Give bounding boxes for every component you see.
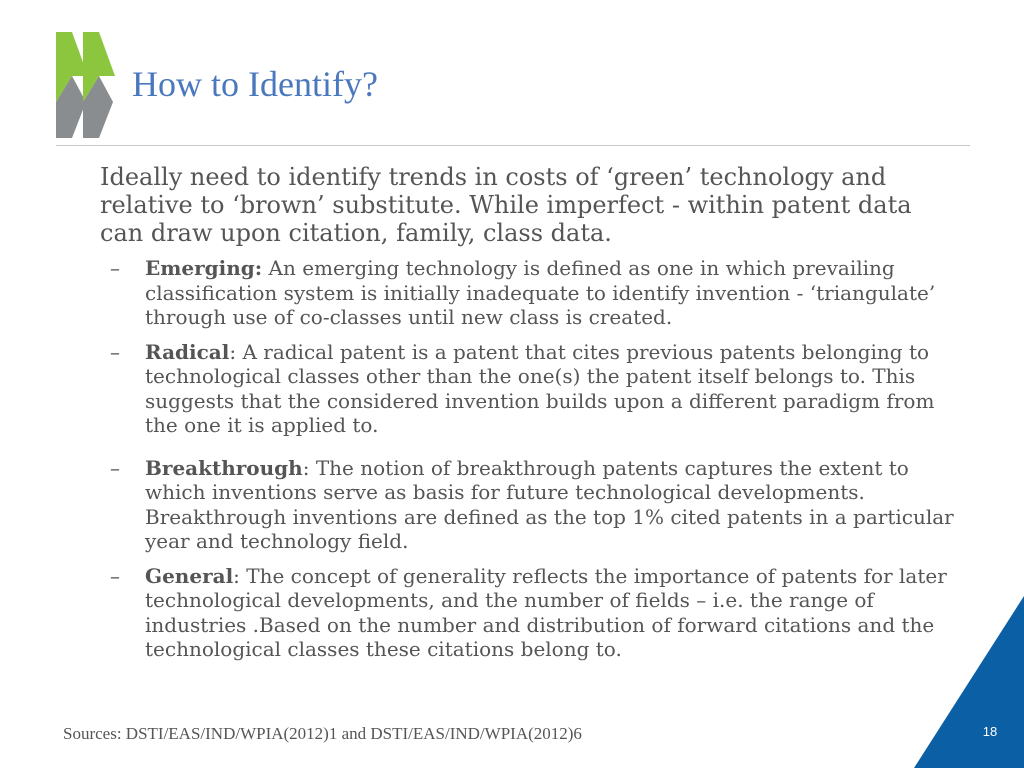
bullet-breakthrough <box>110 456 970 554</box>
bullet-dash: – <box>110 563 120 588</box>
page-number: 18 <box>982 724 998 739</box>
title-divider <box>56 145 970 146</box>
oecd-chevron-logo-icon <box>50 30 120 142</box>
bullet-text: : The concept of generality reflects the importance of patents for later technological developments, and the number of fields – i.e. the range of industries .Based on the number and distribution of forward citations and the technological classes these citations belong to. <box>145 563 947 661</box>
corner-triangle-icon <box>914 596 1024 768</box>
bullet-text: : The notion of breakthrough patents captures the extent to which inventions serve as basis for future technological developments. Breakthrough inventions are defined as the top 1% cited patents in a particular year and technology field. <box>145 455 954 553</box>
sources-footnote: Sources: DSTI/EAS/IND/WPIA(2012)1 and DSTI/EAS/IND/WPIA(2012)6 <box>63 724 582 743</box>
bullet-dash: – <box>110 339 120 364</box>
bullet-dash: – <box>110 455 120 480</box>
definition-list <box>110 256 970 672</box>
bullet-radical <box>110 340 970 438</box>
bullet-term: Emerging: <box>145 256 263 280</box>
bullet-term: General <box>145 563 234 588</box>
intro-paragraph: Ideally need to identify trends in costs of ‘green’ technology and relative to ‘brown’ substitute. While imperfect - within patent data can draw upon citation, family, class data. <box>100 163 912 247</box>
bullet-term: Radical <box>145 339 230 364</box>
bullet-text: An emerging technology is defined as one in which prevailing classification system is initially inadequate to identify invention - ‘triangulate’ through use of co-classes until new class is created. <box>145 256 936 329</box>
bullet-text: : A radical patent is a patent that cites previous patents belonging to technological classes other than the one(s) the patent itself belongs to. This suggests that the considered invention builds upon a different paradigm from the one it is applied to. <box>145 339 935 437</box>
bullet-term: Breakthrough <box>145 455 303 480</box>
bullet-emerging <box>110 256 970 330</box>
bullet-dash: – <box>110 256 120 280</box>
logo-chevron-green-point-right <box>99 32 115 76</box>
slide-title: How to Identify? <box>132 64 378 104</box>
bullet-general <box>110 564 970 662</box>
